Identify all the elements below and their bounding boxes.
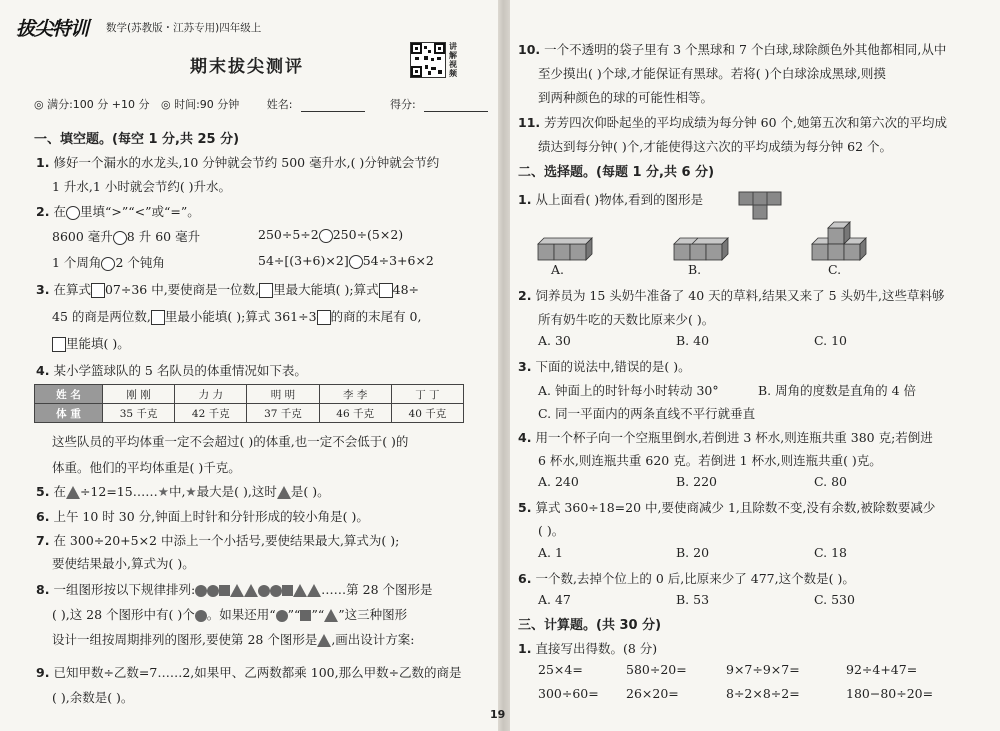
- weight-table: [34, 384, 464, 423]
- box-icon: [91, 283, 105, 298]
- c3-opt-a[interactable]: A. 钟面上的时针每小时转动 30°: [538, 383, 719, 398]
- c4-opt-b[interactable]: B. 220: [676, 474, 717, 489]
- star-icon: ★: [185, 484, 197, 499]
- c6-opt-a[interactable]: A. 47: [538, 592, 571, 607]
- c5-opt-a[interactable]: A. 1: [538, 545, 563, 560]
- table-row: 姓 名 刚 刚 力 力 明 明 李 李 丁 丁: [35, 385, 464, 404]
- option-b-label[interactable]: B.: [688, 262, 702, 277]
- q8-line2: ( ),这 28 个图形中有( )个 。如果还用“ ”“ ”“ ”这三种图形: [52, 607, 408, 622]
- c2-line2: 所有奶牛吃的天数比原来少( )。: [538, 312, 715, 327]
- circle-blank-icon: [66, 206, 80, 220]
- circle-shape-icon: [276, 610, 288, 622]
- q2-row2: 1 个周角 2 个钝角: [52, 255, 165, 270]
- name-label: 姓名:: [266, 98, 293, 111]
- compare-blank-2[interactable]: [319, 229, 333, 243]
- q9-line2: ( ),余数是( )。: [52, 690, 134, 705]
- option-c-label[interactable]: C.: [828, 262, 842, 277]
- c3-opt-b[interactable]: B. 周角的度数是直角的 4 倍: [758, 383, 917, 398]
- calc-cell: 180−80÷20=: [846, 686, 934, 701]
- c5-opt-c[interactable]: C. 18: [814, 545, 847, 560]
- q1-line2: 1 升水,1 小时就会节约( )升水。: [52, 179, 232, 194]
- shape-sequence: [195, 582, 321, 597]
- k1-line: 1. 直接写出得数。(8 分): [518, 641, 658, 656]
- option-c-cubes-icon: [810, 220, 868, 262]
- c4-line2: 6 杯水,则连瓶共重 620 克。若倒进 1 杯水,则连瓶共重( )克。: [538, 453, 882, 468]
- option-a-cubes-icon: [536, 236, 594, 262]
- option-a-label[interactable]: A.: [551, 262, 565, 277]
- right-column: [508, 0, 1000, 731]
- q10-line1: 10. 一个不透明的袋子里有 3 个黑球和 7 个白球,球除颜色外其他都相同,从中: [518, 42, 947, 57]
- box-icon: [151, 310, 165, 325]
- q4-line3: 体重。他们的平均体重是( )千克。: [52, 460, 241, 475]
- q1-line1: 1. 修好一个漏水的水龙头,10 分钟就会节约 500 毫升水,( )分钟就会节约: [36, 155, 440, 170]
- q11-line2: 绩达到每分钟( )个,才能使得这六次的平均成绩为每分钟 62 个。: [538, 139, 893, 154]
- c5-line2: ( )。: [538, 523, 565, 538]
- brand-logo: 拔尖特训: [16, 18, 89, 40]
- q4-line1: 4. 某小学篮球队的 5 名队员的体重情况如下表。: [36, 363, 307, 378]
- box-icon: [52, 337, 66, 352]
- q3-line1: 3. 在算式 07÷36 中,要使商是一位数, 里最大能填( );算式 48÷: [36, 282, 420, 297]
- box-icon: [379, 283, 393, 298]
- triangle-icon: [317, 634, 331, 647]
- q2-row1: 8600 毫升 8 升 60 毫升: [52, 229, 201, 244]
- q4-line2: 这些队员的平均体重一定不会超过( )的体重,也一定不会低于( )的: [52, 434, 409, 449]
- top-view-figure: [738, 191, 784, 221]
- calc-cell: 300÷60=: [538, 686, 599, 701]
- c3-opt-c[interactable]: C. 同一平面内的两条直线不平行就垂直: [538, 406, 756, 421]
- box-icon: [317, 310, 331, 325]
- box-icon: [259, 283, 273, 298]
- exam-meta: [34, 96, 496, 112]
- q2-row2b: 54÷[(3+6)×2] 54÷3+6×2: [258, 253, 434, 268]
- compare-blank-4[interactable]: [349, 255, 363, 269]
- section-calc: 三、计算题。(共 30 分): [518, 618, 662, 633]
- section-fill-blank: 一、填空题。(每空 1 分,共 25 分): [34, 132, 240, 147]
- score-field[interactable]: [424, 100, 488, 112]
- q9-line1: 9. 已知甲数÷乙数=7……2,如果甲、乙两数都乘 100,那么甲数÷乙数的商是: [36, 665, 462, 680]
- section-choice: 二、选择题。(每题 1 分,共 6 分): [518, 165, 715, 180]
- q3-line2: 45 的商是两位数, 里最小能填( );算式 361÷3 的商的末尾有 0,: [52, 309, 422, 324]
- table-row: 体 重 35 千克 42 千克 37 千克 46 千克 40 千克: [35, 404, 464, 423]
- c6-line: 6. 一个数,去掉个位上的 0 后,比原来少了 477,这个数是( )。: [518, 571, 855, 586]
- calc-cell: 26×20=: [626, 686, 679, 701]
- compare-blank-1[interactable]: [113, 231, 127, 245]
- c6-opt-c[interactable]: C. 530: [814, 592, 855, 607]
- c2-opt-a[interactable]: A. 30: [538, 333, 571, 348]
- c4-line1: 4. 用一个杯子向一个空瓶里倒水,若倒进 3 杯水,则连瓶共重 380 克;若倒进: [518, 430, 933, 445]
- full-score: ◎ 满分:100 分 +10 分: [34, 98, 150, 111]
- c3-line: 3. 下面的说法中,错误的是( )。: [518, 359, 691, 374]
- c5-opt-b[interactable]: B. 20: [676, 545, 710, 560]
- c5-line1: 5. 算式 360÷18=20 中,要使商减少 1,且除数不变,没有余数,被除数要减少: [518, 500, 936, 515]
- page-number: 19: [490, 708, 506, 721]
- q2-row1b: 250÷5÷2 250÷(5×2): [258, 227, 404, 242]
- triangle-icon: [324, 609, 338, 622]
- calc-cell: 92÷4+47=: [846, 662, 918, 677]
- q10-line2: 至少摸出( )个球,才能保证有黑球。若将( )个白球涂成黑球,则摸: [538, 66, 886, 81]
- c4-opt-a[interactable]: A. 240: [538, 474, 579, 489]
- q10-line3: 到两种颜色的球的可能性相等。: [538, 90, 714, 105]
- q3-line3: 里能填( )。: [52, 334, 130, 352]
- calc-cell: 9×7÷9×7=: [726, 662, 800, 677]
- square-shape-icon: [300, 610, 311, 621]
- c4-opt-c[interactable]: C. 80: [814, 474, 847, 489]
- calc-cell: 580÷20=: [626, 662, 687, 677]
- subject-label: 数学(苏教版・江苏专用)四年级上: [106, 22, 262, 34]
- name-field[interactable]: [301, 100, 365, 112]
- qr-code-icon[interactable]: [410, 42, 446, 78]
- q2-line1: 2. 在 里填“>”“<”或“=”。: [36, 204, 200, 219]
- score-label: 得分:: [390, 98, 416, 111]
- star-icon: ★: [157, 484, 169, 499]
- c6-opt-b[interactable]: B. 53: [676, 592, 710, 607]
- q11-line1: 11. 芳芳四次仰卧起坐的平均成绩为每分钟 60 个,她第五次和第六次的平均成: [518, 115, 947, 130]
- q8-line1: 8. 一组图形按以下规律排列: ……第 28 个图形是: [36, 582, 433, 597]
- q5-line: 5. 在 ÷12=15……★中,★最大是( ),这时 是( )。: [36, 484, 330, 499]
- qr-caption: 讲解视频: [449, 42, 457, 78]
- q7-line2: 要使结果最小,算式为( )。: [52, 556, 195, 571]
- triangle-icon: [277, 486, 291, 499]
- circle-shape-icon: [195, 610, 207, 622]
- c1-line: 1. 从上面看( )物体,看到的图形是: [518, 192, 704, 207]
- calc-cell: 8÷2×8÷2=: [726, 686, 800, 701]
- page-title: 期末拔尖测评: [190, 57, 304, 77]
- compare-blank-3[interactable]: [101, 257, 115, 271]
- c2-opt-c[interactable]: C. 10: [814, 333, 847, 348]
- option-b-cubes-icon: [672, 236, 730, 262]
- q8-line3: 设计一组按周期排列的图形,要使第 28 个图形是 ,画出设计方案:: [52, 632, 415, 647]
- c2-opt-b[interactable]: B. 40: [676, 333, 710, 348]
- time-limit: ◎ 时间:90 分钟: [161, 98, 240, 111]
- q6-line: 6. 上午 10 时 30 分,钟面上时针和分针形成的较小角是( )。: [36, 509, 369, 524]
- q7-line1: 7. 在 300÷20+5×2 中添上一个小括号,要使结果最大,算式为( );: [36, 533, 400, 548]
- triangle-icon: [66, 486, 80, 499]
- calc-cell: 25×4=: [538, 662, 583, 677]
- c2-line1: 2. 饲养员为 15 头奶牛准备了 40 天的草料,结果又来了 5 头奶牛,这些草料够: [518, 288, 945, 303]
